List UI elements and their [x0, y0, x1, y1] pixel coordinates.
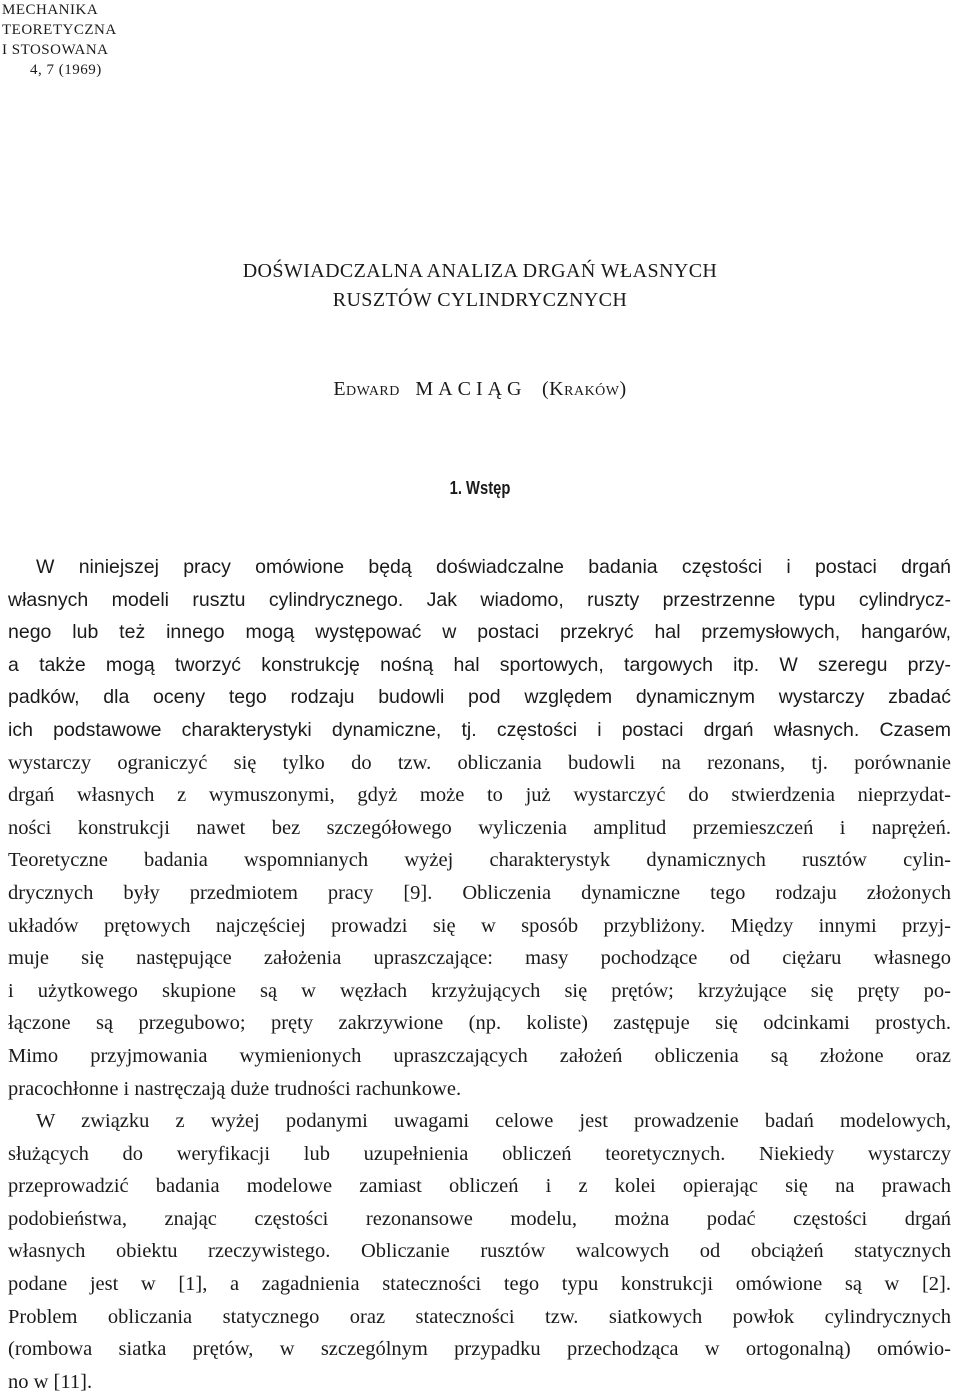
paper-title-line-2: RUSZTÓW CYLINDRYCZNYCH [332, 289, 628, 311]
text-line: podane jest w [1], a zagadnienia stateczności tego typu konstrukcji omówione są w [2]. [8, 1273, 951, 1296]
text-line: padków, dla oceny tego rodzaju budowli pod względem dynamicznym wystarczy zbadać [8, 686, 951, 709]
journal-name-line-1: MECHANIKA [2, 2, 99, 18]
journal-name-line-3: I STOSOWANA [2, 42, 109, 58]
text-line: W związku z wyżej podanymi uwagami celowe jest prowadzenie badań modelowych, [36, 1110, 951, 1133]
author-line [0, 378, 960, 401]
section-heading: 1. Wstęp [449, 478, 511, 498]
text-line: (rombowa siatka prętów, w szczególnym przypadku przechodząca w ortogonalną) omówio- [8, 1338, 951, 1361]
text-line: podobieństwa, znając częstości rezonansowe modelu, można podać częstości drgań [8, 1207, 951, 1230]
text-line: przeprowadzić badania modelowe zamiast obliczeń i z kolei opierając się na prawach [8, 1175, 951, 1198]
text-line: nego lub też innego mogą występować w postaci przekryć hal przemysłowych, hangarów, [8, 621, 951, 644]
text-line: muje się następujące założenia upraszczające: masy pochodzące od ciężaru własnego [8, 947, 951, 970]
paper-title-line-1: DOŚWIADCZALNA ANALIZA DRGAŃ WŁASNYCH [242, 260, 718, 282]
text-line: własnych obiektu rzeczywistego. Obliczanie rusztów walcowych od obciążeń statycznych [8, 1240, 951, 1263]
text-line: własnych modeli rusztu cylindrycznego. Jak wiadomo, ruszty przestrzenne typu cylindrycz- [8, 588, 951, 611]
text-line: Mimo przyjmowania wymienionych upraszczających założeń obliczenia są złożone oraz [8, 1044, 951, 1067]
text-line: a także mogą tworzyć konstrukcję nośną hal sportowych, targowych itp. W szeregu przy- [8, 653, 951, 676]
text-line: układów prętowych najczęściej prowadzi się w sposób przybliżony. Między innymi przyj- [8, 914, 951, 937]
text-line: no w [11]. [8, 1370, 93, 1393]
text-line: i użytkowego skupione są w węzłach krzyżujących się prętów; krzyżujące się pręty po- [8, 979, 951, 1002]
text-line: drycznych były przedmiotem pracy [9]. Obliczenia dynamiczne tego rodzaju złożonych [8, 881, 951, 904]
text-line: wystarczy ograniczyć się tylko do tzw. obliczania budowli na rezonans, tj. porównanie [8, 751, 951, 774]
author-surname: MACIĄG [415, 378, 527, 400]
text-line: drgań własnych z wymuszonymi, gdyż może to już wystarczyć do stwierdzenia nieprzydat- [8, 784, 951, 807]
text-line: ności konstrukcji nawet bez szczegółowego wyliczenia amplitud przemieszczeń i naprężeń. [8, 816, 951, 839]
text-line: służących do weryfikacji lub uzupełnienia obliczeń teoretycznych. Niekiedy wystarczy [8, 1142, 951, 1165]
author-first-name: Edward [333, 378, 400, 400]
text-line: W niniejszej pracy omówione będą doświadczalne badania częstości i postaci drgań [36, 556, 951, 578]
paragraph-2 [8, 1105, 951, 1398]
text-line: łączone są przegubowo; pręty zakrzywione (np. koliste) zastępuje się odcinkami prostych. [8, 1012, 951, 1035]
text-line: Problem obliczania statycznego oraz stateczności tzw. siatkowych powłok cylindrycznych [8, 1305, 951, 1328]
text-line: pracochłonne i nastręczają duże trudności rachunkowe. [8, 1077, 462, 1100]
body-text [8, 551, 951, 1398]
journal-header [2, 0, 117, 80]
text-line: ich podstawowe charakterystyki dynamiczne, tj. częstości i postaci drgań własnych. Czasem [8, 718, 951, 741]
journal-issue: 4, 7 (1969) [30, 62, 102, 78]
author-affiliation: (Kraków) [542, 378, 627, 400]
paragraph-1 [8, 551, 951, 1105]
text-line: Teoretyczne badania wspomnianych wyżej charakterystyk dynamicznych rusztów cylin- [8, 849, 951, 872]
journal-name-line-2: TEORETYCZNA [2, 22, 117, 38]
